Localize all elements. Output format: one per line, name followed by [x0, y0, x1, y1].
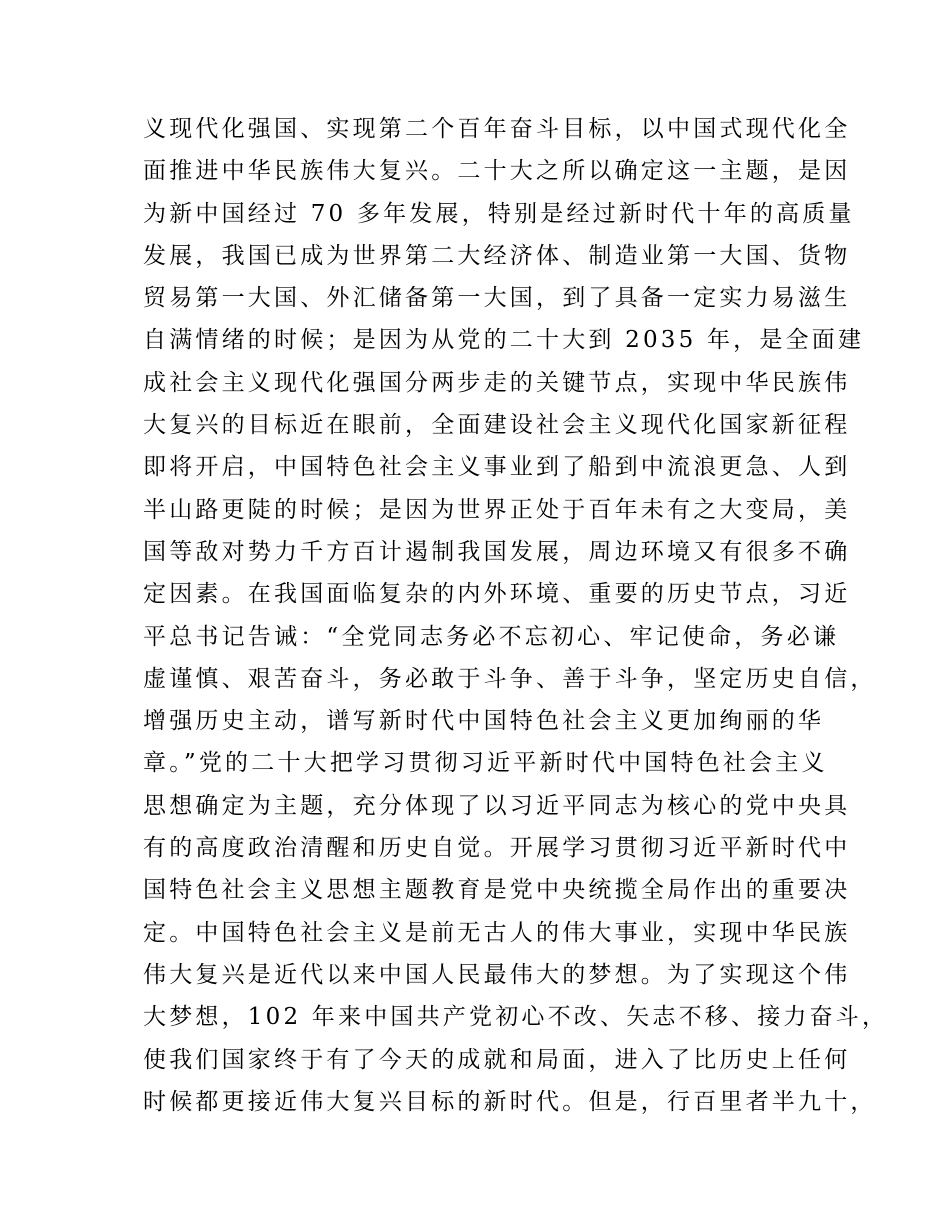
text-line: 平总书记告诫：“全党同志务必不忘初心、牢记使命，务必谦 [143, 623, 840, 650]
text-line: 定。中国特色社会主义是前无古人的伟大事业，实现中华民族 [143, 919, 851, 946]
text-line: 定因素。在我国面临复杂的内外环境、重要的历史节点，习近 [143, 581, 851, 608]
text-line: 成社会主义现代化强国分两步走的关键节点，实现中华民族伟 [143, 369, 851, 396]
text-line: 为新中国经过 70 多年发展，特别是经过新时代十年的高质量 [143, 200, 855, 227]
text-line: 时候都更接近伟大复兴目标的新时代。但是，行百里者半九十， [143, 1088, 877, 1115]
text-line: 使我们国家终于有了今天的成就和局面，进入了比历史上任何 [143, 1046, 851, 1073]
text-line: 伟大复兴是近代以来中国人民最伟大的梦想。为了实现这个伟 [143, 961, 851, 988]
text-line: 即将开启，中国特色社会主义事业到了船到中流浪更急、人到 [143, 454, 851, 481]
text-line: 自满情绪的时候；是因为从党的二十大到 2035 年，是全面建 [143, 327, 865, 354]
text-line: 思想确定为主题，充分体现了以习近平同志为核心的党中央具 [143, 792, 851, 819]
text-line: 大复兴的目标近在眼前，全面建设社会主义现代化国家新征程 [143, 412, 851, 439]
text-line: 大梦想，102 年来中国共产党初心不改、矢志不移、接力奋斗， [143, 1004, 889, 1031]
text-line: 章。”党的二十大把学习贯彻习近平新时代中国特色社会主义 [143, 750, 828, 777]
text-line: 义现代化强国、实现第二个百年奋斗目标，以中国式现代化全 [143, 116, 851, 142]
text-line: 国特色社会主义思想主题教育是党中央统揽全局作出的重要决 [143, 877, 851, 904]
text-line: 有的高度政治清醒和历史自觉。开展学习贯彻习近平新时代中 [143, 835, 851, 862]
text-line: 增强历史主动，谱写新时代中国特色社会主义更加绚丽的华 [143, 708, 825, 735]
text-line: 贸易第一大国、外汇储备第一大国，到了具备一定实力易滋生 [143, 285, 851, 312]
text-line: 国等敌对势力千方百计遏制我国发展，周边环境又有很多不确 [143, 538, 851, 565]
text-line: 虚谨慎、艰苦奋斗，务必敢于斗争、善于斗争，坚定历史自信， [143, 665, 877, 692]
text-line: 半山路更陡的时候；是因为世界正处于百年未有之大变局，美 [143, 496, 851, 523]
body-text [143, 108, 889, 1123]
text-line: 发展，我国已成为世界第二大经济体、制造业第一大国、货物 [143, 242, 851, 269]
text-line: 面推进中华民族伟大复兴。二十大之所以确定这一主题，是因 [143, 158, 851, 185]
